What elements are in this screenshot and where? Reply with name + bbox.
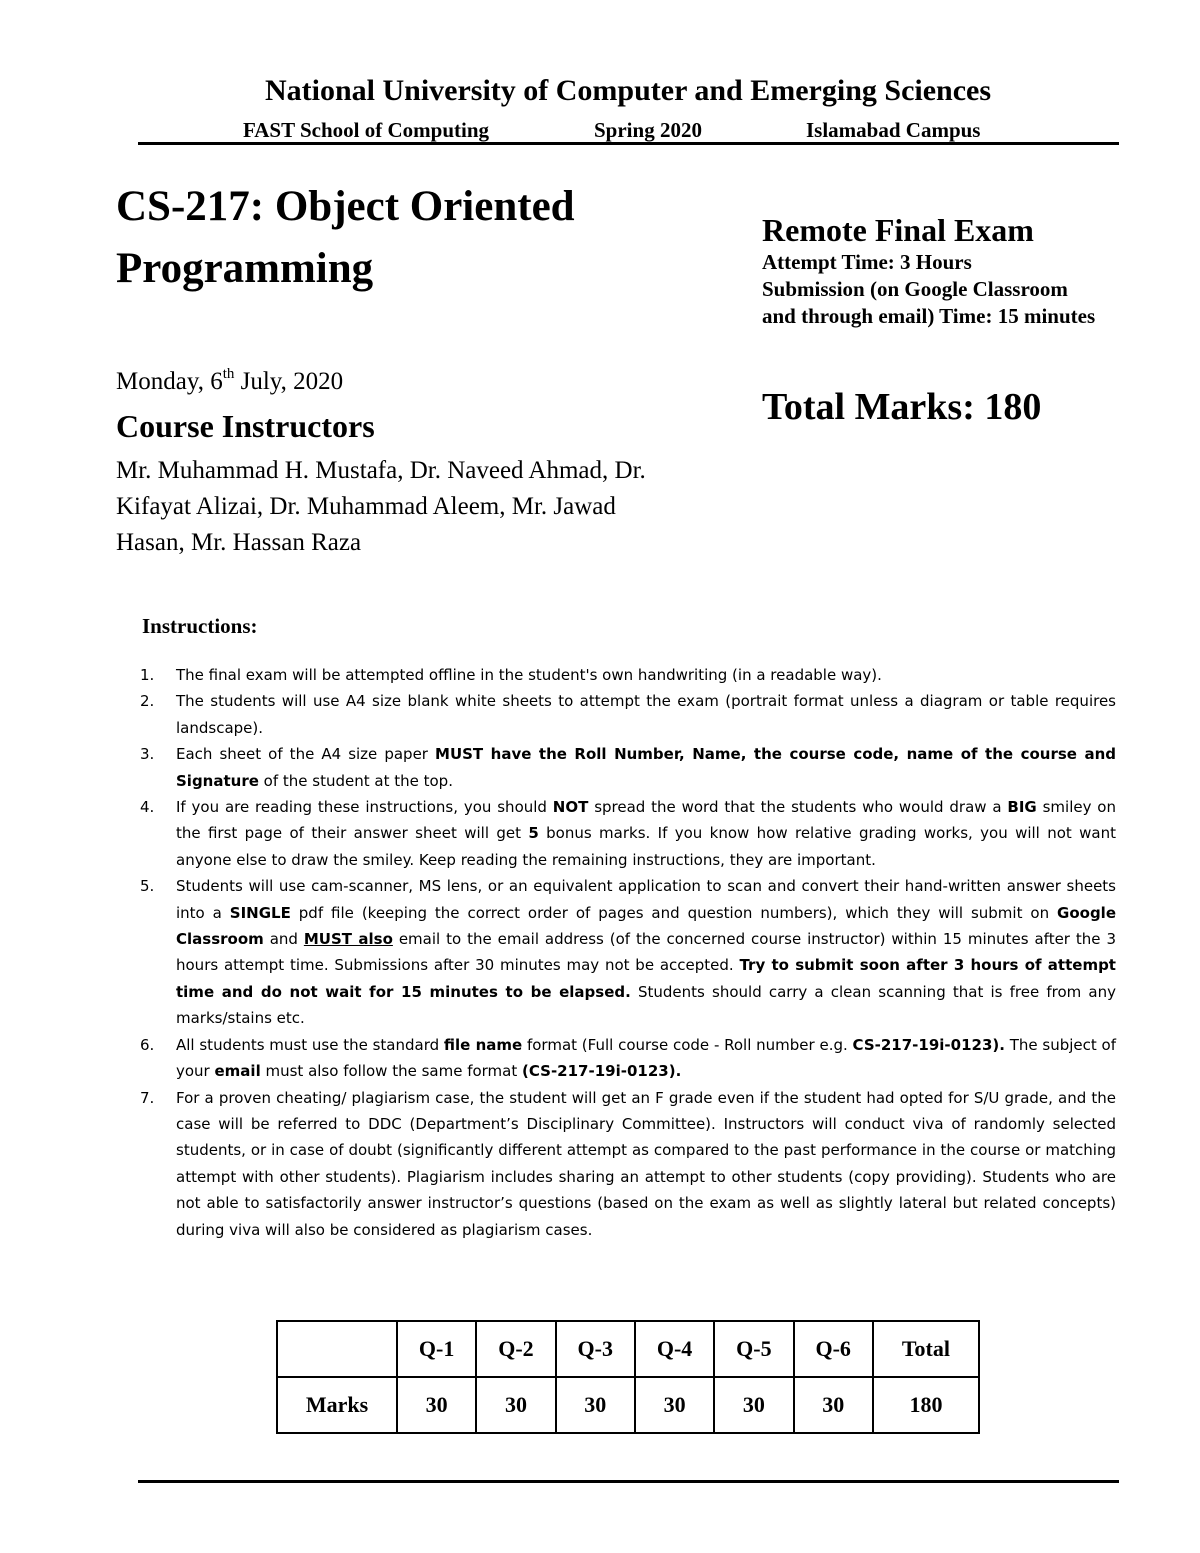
instruction-text: format (Full course code - Roll number e.g. <box>522 1035 853 1054</box>
instruction-text: and <box>263 930 304 949</box>
instruction-emphasis: NOT <box>552 798 589 817</box>
instruction-emphasis: file name <box>443 1035 523 1054</box>
instruction-item <box>140 662 1116 688</box>
exam-timing <box>762 249 1102 330</box>
instruction-emphasis: BIG <box>1007 798 1037 817</box>
instruction-text: The subject of your <box>176 1035 1117 1081</box>
instruction-number: 4. <box>140 798 155 817</box>
instruction-emphasis: Try to submit soon after 3 hours of attempt time and do not wait for 15 minutes to be elapsed. <box>176 956 1116 1001</box>
instruction-text: pdf file (keeping the correct order of pages and question numbers), which they will submit on <box>290 903 1058 922</box>
university-name: National University of Computer and Emerging Sciences <box>264 74 992 107</box>
instruction-number: 1. <box>140 666 155 684</box>
school-name: FAST School of Computing <box>243 118 490 142</box>
instruction-text: If you are reading these instructions, you should <box>176 798 553 817</box>
marks-table-cell: 30 <box>794 1377 873 1433</box>
instruction-number: 3. <box>140 745 155 764</box>
instruction-text: Students should carry a clean scanning that is free from any marks/stains etc. <box>176 982 1116 1028</box>
instruction-text: Students will use cam-scanner, MS lens, or an equivalent application to scan and convert their hand-written answer sheets into a <box>176 877 1116 922</box>
instruction-text: must also follow the same format <box>260 1062 523 1081</box>
instructors-heading: Course Instructors <box>116 408 375 444</box>
marks-table-header-cell <box>277 1321 397 1377</box>
marks-table-header-cell: Q-5 <box>714 1321 793 1377</box>
instruction-text: spread the word that the students who would draw a <box>588 798 1008 817</box>
marks-table-header-cell: Q-4 <box>635 1321 714 1377</box>
instruction-emphasis <box>304 930 393 948</box>
marks-table-cell: 30 <box>476 1377 555 1433</box>
instructions-list <box>140 662 1116 1243</box>
exam-date <box>116 366 343 398</box>
instruction-emphasis: email <box>214 1062 261 1081</box>
marks-table-cell: 30 <box>714 1377 793 1433</box>
marks-table-cell: 30 <box>556 1377 635 1433</box>
date-suffix: July, 2020 <box>234 368 344 395</box>
marks-table-cell: 30 <box>635 1377 714 1433</box>
header-divider <box>138 142 1119 145</box>
course-title: CS-217: Object Oriented Programming <box>116 183 575 292</box>
instruction-emphasis: 5 <box>528 824 539 843</box>
instruction-text: email to the email address (of the concerned course instructor) within 15 minutes after the 3 hours attempt time. Submissions after 30 minutes may not be accepted. <box>176 930 1116 975</box>
instruction-text: smiley on the first page of their answer sheet will get <box>176 798 1116 843</box>
instruction-emphasis: Google Classroom <box>176 903 1116 949</box>
marks-table-row <box>277 1377 979 1433</box>
instruction-text: of the student at the top. <box>258 771 453 790</box>
instruction-text: For a proven cheating/ plagiarism case, the student will get an F grade even if the student had opted for S/U grade, and the case will be referred to DDC (Department’s Disciplinary Committee). Instructors will conduct viva of randomly selected students, or in case of doubt (significantly different attempt as compared to the past performance in the course or matching attempt with other students). Plagiarism includes sharing an attempt to other students (copy providing). Students who are not able to satisfactorily answer instructor’s questions (based on the exam as well as slightly lateral but related concepts) during viva will also be considered as plagiarism cases. <box>176 1088 1116 1239</box>
marks-table-header-cell: Q-1 <box>397 1321 476 1377</box>
instruction-text: The final exam will be attempted offline in the student's own handwriting (in a readable way). <box>176 666 882 684</box>
exam-heading: Remote Final Exam <box>762 212 1034 248</box>
total-marks: Total Marks: 180 <box>762 386 1042 428</box>
date-ordinal: th <box>222 366 235 382</box>
instruction-item <box>140 1032 1116 1085</box>
instruction-item <box>140 794 1116 873</box>
instruction-number: 6. <box>140 1035 155 1054</box>
marks-table-header-cell: Total <box>873 1321 979 1377</box>
instruction-item <box>140 873 1116 1031</box>
marks-table-header-row <box>277 1321 979 1377</box>
instructors-list: Mr. Muhammad H. Mustafa, Dr. Naveed Ahmad, Dr. Kifayat Alizai, Dr. Muhammad Aleem, Mr. Jawad Hasan, Mr. Hassan Raza <box>116 457 646 556</box>
instruction-text: All students must use the standard <box>176 1035 444 1054</box>
marks-table-header-cell: Q-6 <box>794 1321 873 1377</box>
marks-table-cell: 30 <box>397 1377 476 1433</box>
campus: Islamabad Campus <box>806 118 981 142</box>
marks-table-cell: Marks <box>277 1377 397 1433</box>
footer-divider <box>138 1480 1119 1483</box>
marks-table-cell: 180 <box>873 1377 979 1433</box>
instruction-text: The students will use A4 size blank white sheets to attempt the exam (portrait format unless a diagram or table requires landscape). <box>176 692 1116 737</box>
instruction-emphasis: MUST have the Roll Number, Name, the course code, name of the course and Signature <box>176 745 1116 790</box>
attempt-time: Attempt Time: 3 Hours <box>762 250 972 274</box>
marks-table-header-cell: Q-3 <box>556 1321 635 1377</box>
submission-time: Submission (on Google Classroom and through email) Time: 15 minutes <box>762 277 1096 328</box>
instruction-number: 7. <box>140 1088 155 1107</box>
instruction-text: Each sheet of the A4 size paper <box>176 745 436 764</box>
instruction-number: 5. <box>140 877 155 896</box>
term: Spring 2020 <box>594 118 702 142</box>
date-prefix: Monday, 6 <box>116 368 223 395</box>
instruction-number: 2. <box>140 692 155 711</box>
instructions-label: Instructions: <box>142 614 258 638</box>
instruction-item <box>140 741 1116 794</box>
instruction-item <box>140 688 1116 741</box>
instruction-emphasis: (CS-217-19i-0123). <box>522 1062 682 1081</box>
instruction-emphasis: CS-217-19i-0123). <box>852 1035 1005 1054</box>
instruction-emphasis: MUST also <box>303 930 393 949</box>
instruction-text: bonus marks. If you know how relative grading works, you will not want anyone else to draw the smiley. Keep reading the remaining instructions, they are important. <box>176 824 1117 869</box>
marks-table-header-cell: Q-2 <box>476 1321 555 1377</box>
instruction-emphasis: SINGLE <box>229 903 291 922</box>
marks-table <box>276 1320 980 1434</box>
instruction-item <box>140 1085 1116 1243</box>
